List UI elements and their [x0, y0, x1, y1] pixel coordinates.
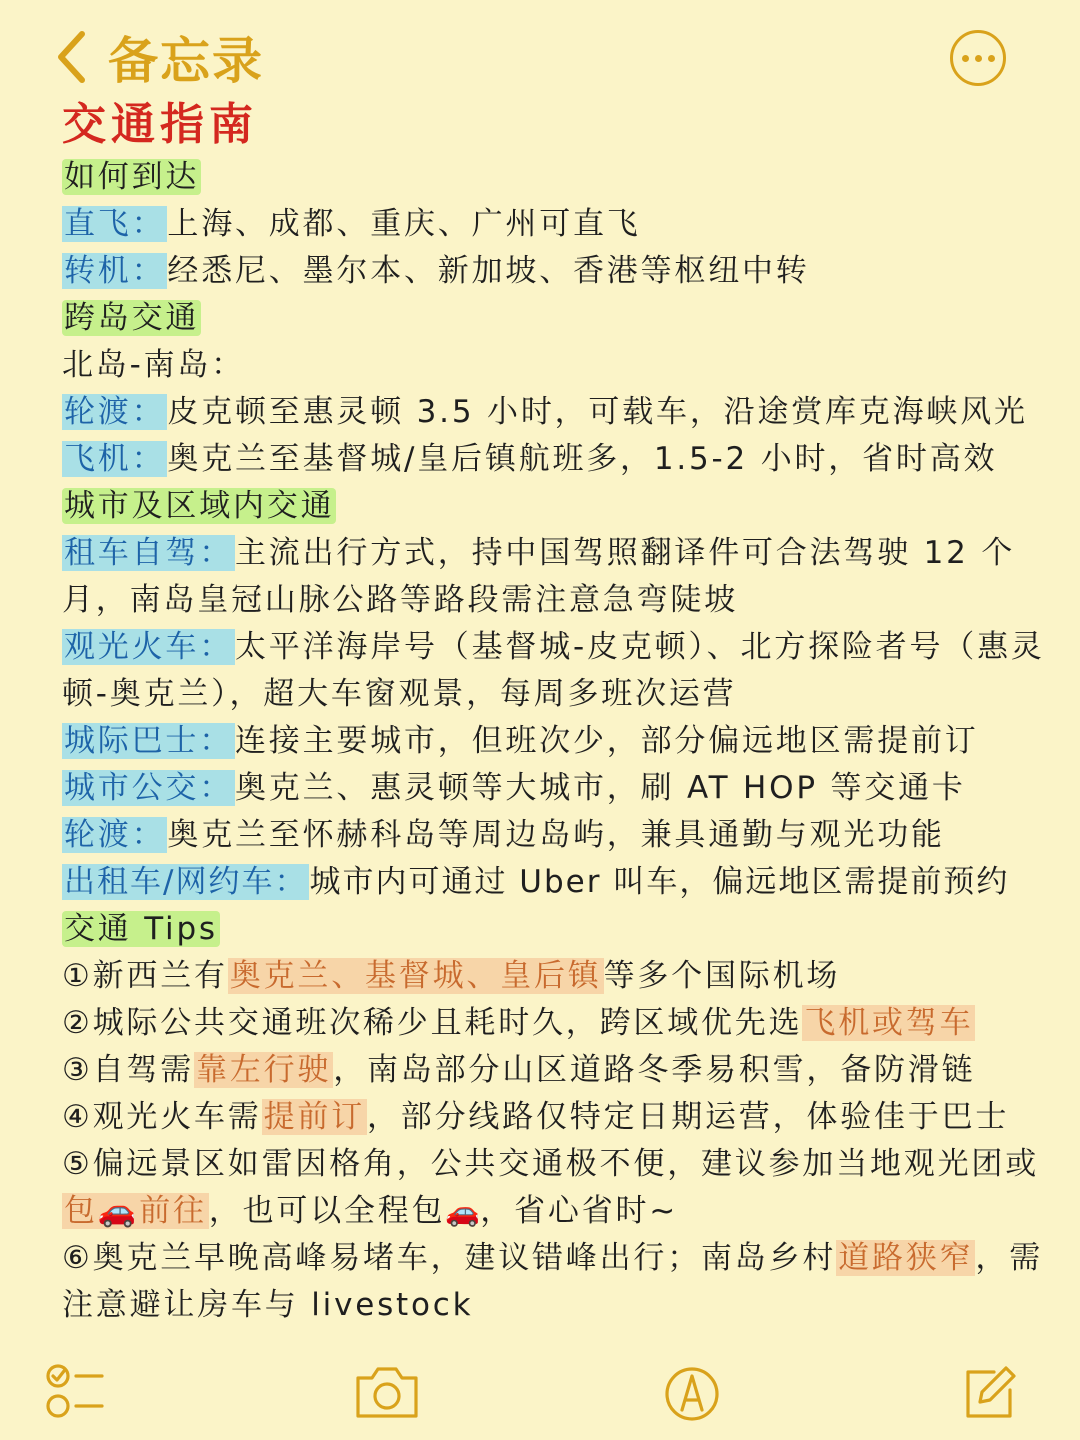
tip-item — [62, 1094, 1052, 1141]
section-heading-text: 交通 Tips — [64, 911, 218, 947]
top-navigation-bar — [0, 0, 1080, 100]
list-item — [62, 436, 1052, 483]
item-label: 轮渡： — [64, 817, 166, 853]
note-title: 交通指南 — [62, 99, 258, 150]
tip-text: ，需注意避让房车与 livestock — [62, 1240, 1044, 1323]
tip-highlight: 道路狭窄 — [838, 1240, 974, 1276]
more-options-button[interactable] — [950, 30, 1006, 86]
item-label: 租车自驾： — [64, 535, 233, 571]
back-button[interactable] — [56, 22, 264, 92]
tip-text: ②城际公共交通班次稀少且耗时久，跨区域优先选 — [62, 1005, 803, 1041]
ellipsis-dot — [975, 55, 982, 62]
camera-icon[interactable] — [352, 1360, 422, 1430]
section-heading-text: 城市及区域内交通 — [64, 488, 335, 524]
tip-highlight: 奥克兰、基督城、皇后镇 — [229, 958, 602, 994]
car-icon: 🚗 — [445, 1195, 481, 1228]
item-label: 直飞： — [64, 206, 166, 242]
item-label: 城际巴士： — [64, 723, 233, 759]
tip-highlight: 提前订 — [263, 1099, 365, 1135]
tip-text: ③自驾需 — [62, 1052, 194, 1088]
list-item — [62, 530, 1052, 624]
bottom-toolbar — [0, 1360, 1080, 1440]
item-label: 观光火车： — [64, 629, 233, 665]
section-heading-arrival — [62, 154, 1052, 201]
list-item — [62, 201, 1052, 248]
list-item — [62, 624, 1052, 718]
tip-highlight: 包🚗前往 — [64, 1193, 207, 1229]
tip-text: ，也可以全程包 — [208, 1193, 446, 1229]
tip-text: ，南岛部分山区道路冬季易积雪，备防滑链 — [333, 1052, 976, 1088]
checklist-icon[interactable] — [44, 1360, 114, 1430]
item-text: 奥克兰、惠灵顿等大城市，刷 AT HOP 等交通卡 — [235, 770, 966, 806]
section-heading-inter-island — [62, 295, 1052, 342]
item-text: 太平洋海岸号（基督城-皮克顿）、北方探险者号（惠灵顿-奥克兰），超大车窗观景，每周多班次运营 — [62, 629, 1045, 712]
section-heading-tips — [62, 906, 1052, 953]
list-item — [62, 859, 1052, 906]
item-text: 奥克兰至基督城/皇后镇航班多，1.5-2 小时，省时高效 — [167, 441, 998, 477]
tip-text: ①新西兰有 — [62, 958, 228, 994]
back-label: 备忘录 — [108, 32, 264, 90]
item-text: 经悉尼、墨尔本、新加坡、香港等枢纽中转 — [167, 253, 810, 289]
list-item — [62, 389, 1052, 436]
tip-item — [62, 1000, 1052, 1047]
tip-text: ，部分线路仅特定日期运营，体验佳于巴士 — [367, 1099, 1010, 1135]
tip-item — [62, 1047, 1052, 1094]
tip-text: ，省心省时~ — [480, 1193, 679, 1229]
tip-text: ④观光火车需 — [62, 1099, 262, 1135]
item-text: 主流出行方式，持中国驾照翻译件可合法驾驶 12 个月，南岛皇冠山脉公路等路段需注意急弯陡坡 — [62, 535, 1016, 618]
item-label: 城市公交： — [64, 770, 233, 806]
tip-highlight: 靠左行驶 — [196, 1052, 332, 1088]
tip-text: 等多个国际机场 — [603, 958, 841, 994]
item-label: 飞机： — [64, 441, 166, 477]
tip-text: ⑤偏远景区如雷因格角，公共交通极不便，建议参加当地观光团或 — [62, 1146, 1039, 1182]
item-text: 皮克顿至惠灵顿 3.5 小时，可载车，沿途赏库克海峡风光 — [167, 394, 1028, 430]
list-item — [62, 812, 1052, 859]
section-heading-local-transport — [62, 483, 1052, 530]
tip-item — [62, 1235, 1052, 1329]
markup-pen-icon[interactable] — [660, 1360, 730, 1430]
chevron-left-icon — [56, 30, 86, 84]
note-body[interactable] — [62, 96, 1052, 1329]
list-item — [62, 765, 1052, 812]
item-text: 连接主要城市，但班次少，部分偏远地区需提前订 — [235, 723, 979, 759]
tip-item — [62, 953, 1052, 1000]
ellipsis-dot — [988, 55, 995, 62]
item-text: 上海、成都、重庆、广州可直飞 — [167, 206, 641, 242]
section-heading-text: 跨岛交通 — [64, 300, 200, 336]
item-label: 轮渡： — [64, 394, 166, 430]
subheading: 北岛-南岛： — [62, 347, 245, 383]
list-item — [62, 718, 1052, 765]
section-heading-text: 如何到达 — [64, 159, 200, 195]
tip-item — [62, 1141, 1052, 1235]
item-label: 转机： — [64, 253, 166, 289]
tip-highlight: 飞机或驾车 — [804, 1005, 974, 1041]
tip-text: ⑥奥克兰早晚高峰易堵车，建议错峰出行；南岛乡村 — [62, 1240, 837, 1276]
compose-icon[interactable] — [958, 1360, 1028, 1430]
ellipsis-dot — [962, 55, 969, 62]
list-item — [62, 248, 1052, 295]
item-text: 奥克兰至怀赫科岛等周边岛屿，兼具通勤与观光功能 — [167, 817, 945, 853]
item-text: 城市内可通过 Uber 叫车，偏远地区需提前预约 — [309, 864, 1010, 900]
item-label: 出租车/网约车： — [64, 864, 308, 900]
